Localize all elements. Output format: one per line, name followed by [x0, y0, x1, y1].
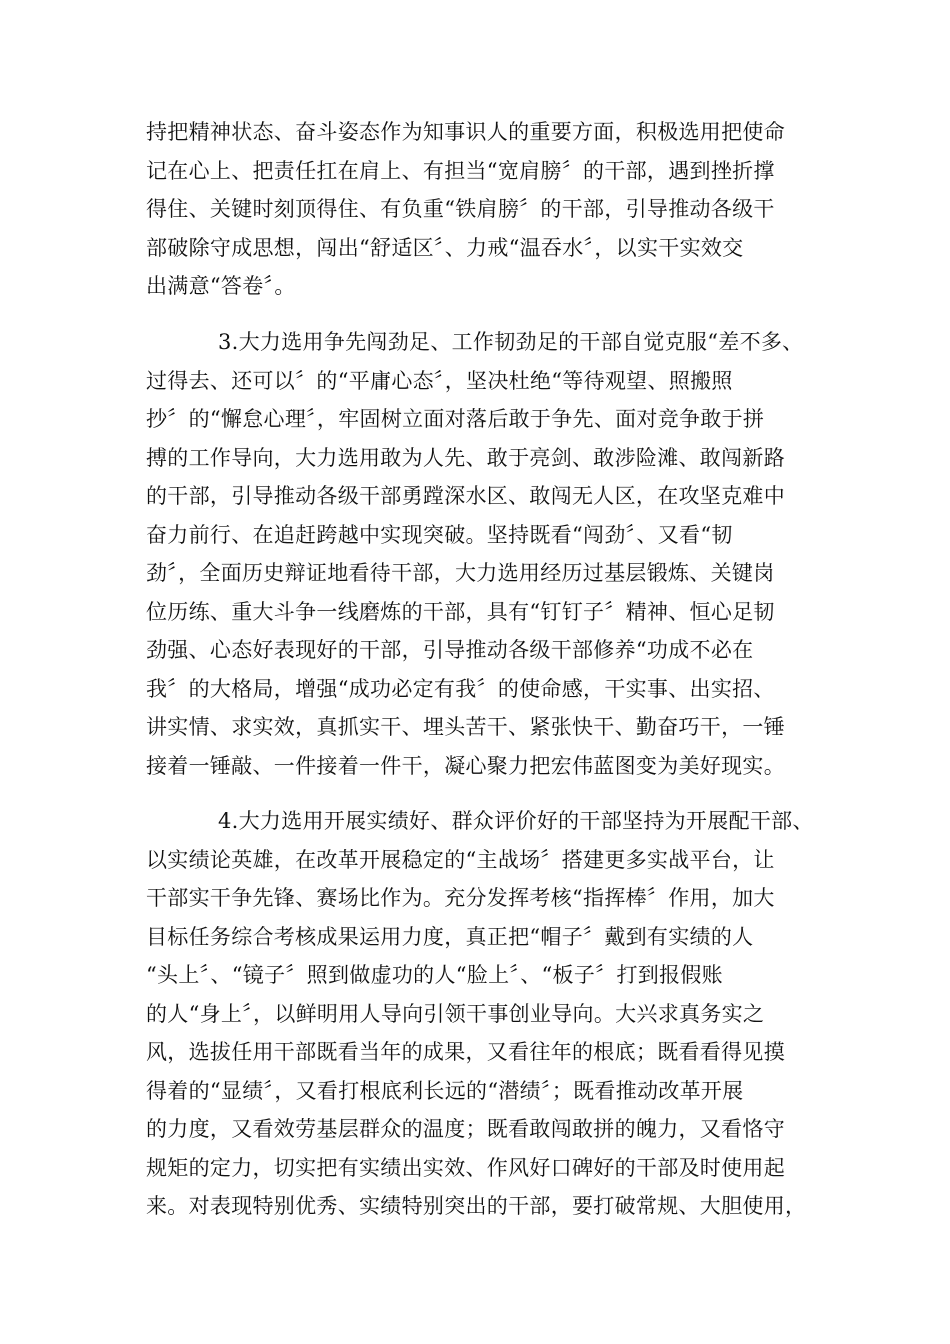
- paragraph-2-line-9: 劲强、心态好表现好的干部，引导推动各级干部修养“功成不必在: [146, 638, 754, 662]
- paragraph-2-line-11: 讲实情、求实效，真抓实干、埋头苦干、紧张快干、勤奋巧干，一锤: [146, 715, 785, 739]
- paragraph-3-line-3: 干部实干争先锋、赛场比作为。充分发挥考核“指挥棒〞作用，加大: [146, 886, 775, 910]
- paragraph-3-line-6: 的人“身上〞，以鲜明用人导向引领干事创业导向。大兴求真务实之: [146, 1002, 765, 1026]
- paragraph-2-line-10: 我〞的大格局，增强“成功必定有我〞的使命感，干实事、出实招、: [146, 677, 775, 701]
- paragraph-1-line-4: 部破除守成思想，闯出“舒适区〞、力戒“温吞水〞，以实干实效交: [146, 236, 744, 260]
- paragraph-3-line-10: 规矩的定力，切实把有实绩出实效、作风好口碑好的干部及时使用起: [146, 1156, 785, 1180]
- paragraph-2-line-5: 的干部，引导推动各级干部勇蹚深水区、敢闯无人区，在攻坚克难中: [146, 484, 785, 508]
- paragraph-2-line-3: 抄〞的“懈怠心理〞，牢固树立面对落后敢于争先、面对竞争敢于拼: [146, 407, 765, 431]
- paragraph-1-line-5: 出满意“答卷〞。: [146, 274, 296, 298]
- paragraph-1-line-2: 记在心上、把责任扛在肩上、有担当“宽肩膀〞的干部，遇到挫折撑: [146, 159, 775, 183]
- paragraph-1-line-1: 持把精神状态、奋斗姿态作为知事识人的重要方面，积极选用把使命: [146, 120, 785, 144]
- paragraph-3-line-4: 目标任务综合考核成果运用力度，真正把“帽子〞戴到有实绩的人: [146, 925, 754, 949]
- paragraph-2-line-2: 过得去、还可以〞的“平庸心态〞，坚决杜绝“等待观望、照搬照: [146, 369, 733, 393]
- paragraph-1-line-3: 得住、关键时刻顶得住、有负重“铁肩膀〞的干部，引导推动各级干: [146, 197, 775, 221]
- paragraph-3-line-11: 来。对表现特别优秀、实绩特别突出的干部，要打破常规、大胆使用，: [146, 1194, 807, 1218]
- paragraph-3-line-7: 风，选拔任用干部既看当年的成果，又看往年的根底；既看看得见摸: [146, 1040, 785, 1064]
- paragraph-3-line-9: 的力度，又看效劳基层群众的温度；既看敢闯敢拼的魄力，又看恪守: [146, 1117, 785, 1141]
- paragraph-2-line-8: 位历练、重大斗争一线磨炼的干部，具有“钉钉子〞精神、恒心足韧: [146, 600, 775, 624]
- paragraph-2-line-6: 奋力前行、在追赶跨越中实现突破。坚持既看“闯劲〞、又看“韧: [146, 523, 733, 547]
- paragraph-3-line-5: “头上〞、“镜子〞照到做虚功的人“脸上〞、“板子〞打到报假账: [146, 963, 723, 987]
- paragraph-3-line-1: 4.大力选用开展实绩好、群众评价好的干部坚持为开展配干部、: [218, 809, 814, 833]
- paragraph-3-line-2: 以实绩论英雄，在改革开展稳定的“主战场〞搭建更多实战平台，让: [146, 848, 775, 872]
- paragraph-2-line-7: 劲〞，全面历史辩证地看待干部，大力选用经历过基层锻炼、关键岗: [146, 561, 775, 585]
- paragraph-2-line-4: 搏的工作导向，大力选用敢为人先、敢于亮剑、敢涉险滩、敢闯新路: [146, 446, 785, 470]
- paragraph-3-line-8: 得着的“显绩〞，又看打根底利长远的“潜绩〞；既看推动改革开展: [146, 1079, 744, 1103]
- paragraph-2-line-1: 3.大力选用争先闯劲足、工作韧劲足的干部自觉克服“差不多、: [218, 330, 804, 354]
- paragraph-2-line-12: 接着一锤敲、一件接着一件干，凝心聚力把宏伟蓝图变为美好现实。: [146, 754, 785, 778]
